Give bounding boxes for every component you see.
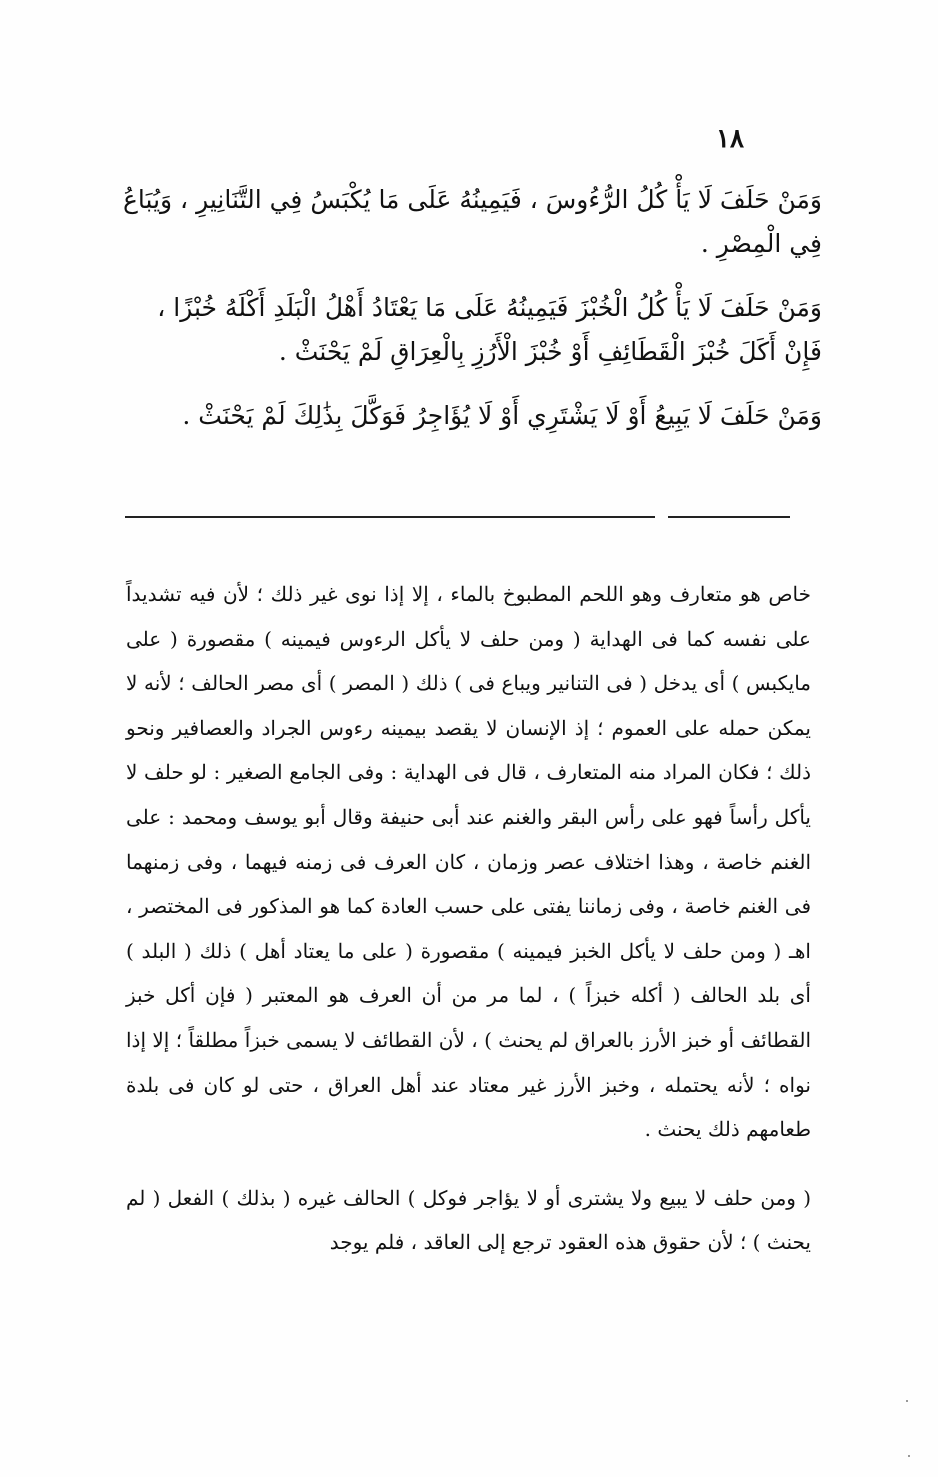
commentary-paragraph: ( ومن حلف لا يبيع ولا يشترى أو لا يؤاجر فوكل ) الحالف غيره ( بذلك ) الفعل ( لم يحنث ) ؛ لأن حقوق هذه العقود ترجع إلى العاقد ، فلم يوجد xyxy=(126,1185,811,1255)
commentary-text xyxy=(126,572,811,1265)
scan-speck xyxy=(906,1400,908,1402)
scan-speck xyxy=(908,1455,910,1457)
separator-rule xyxy=(668,516,790,518)
page-number: ١٨ xyxy=(716,124,744,154)
commentary-paragraph: خاص هو متعارف وهو اللحم المطبوخ بالماء ، إلا إذا نوى غير ذلك ؛ لأن فيه تشديداً على نفسه كما فى الهداية ( ومن حلف لا يأكل الرءوس فيمينه ) مقصورة ( على مايكبس ) أى يدخل ( فى التنانير ويباع فى ) ذلك ( المصر ) أى مصر الحالف ؛ لأنه لا يمكن حمله على العموم ؛ إذ الإنسان لا يقصد بيمينه رءوس الجراد والعصافير ونحو ذلك ؛ فكان المراد منه المتعارف ، قال فى الهداية : وفى الجامع الصغير : لو حلف لا يأكل رأساً فهو على رأس البقر والغنم عند أبى حنيفة وقال أبو يوسف ومحمد : على الغنم خاصة ، وهذا اختلاف عصر وزمان ، كان العرف فى زمنه فيهما ، وفى زمنهما فى الغنم خاصة ، وفى زماننا يفتى على حسب العادة كما هو المذكور فى المختصر ، اهـ ( ومن حلف لا يأكل الخبز فيمينه ) مقصورة ( على ما يعتاد أهل ) ذلك ( البلد ) أى بلد الحالف ( أكله خبزاً ) ، لما مر من أن العرف هو المعتبر ( فإن أكل خبز القطائف أو خبز الأرز بالعراق لم يحنث ) ، لأن القطائف لا يسمى خبزاً مطلقاً ؛ إلا إذا نواه ؛ لأنه يحتمله ، وخبز الأرز غير معتاد عند أهل العراق ، حتى لو كان فى بلدة طعامهم ذلك يحنث . xyxy=(126,582,811,1142)
main-text xyxy=(122,178,822,458)
separator-rule xyxy=(125,516,655,518)
main-text-paragraph: وَمَنْ حَلَفَ لَا يَأْ كُلُ الرُّءُوسَ ، فَيَمِينُهُ عَلَى مَا يُكْبَسُ فِي التَّنَانِيرِ ، وَيُبَاعُ فِي الْمِصْرِ . xyxy=(123,185,822,258)
main-text-paragraph: وَمَنْ حَلَفَ لَا يَأْ كُلُ الْخُبْزَ فَيَمِينُهُ عَلَى مَا يَعْتَادُ أَهْلُ الْبَلَدِ أَكْلَهُ خُبْزًا ، فَإِنْ أَكَلَ خُبْزَ الْقَطَائِفِ أَوْ خُبْزَ الْأَرُزِ بِالْعِرَاقِ لَمْ يَحْنَثْ . xyxy=(157,293,822,366)
main-text-paragraph: وَمَنْ حَلَفَ لَا يَبِيعُ أَوْ لَا يَشْتَرِي أَوْ لَا يُؤَاجِرُ فَوَكَّلَ بِذَٰلِكَ لَمْ يَحْنَثْ . xyxy=(182,401,822,430)
